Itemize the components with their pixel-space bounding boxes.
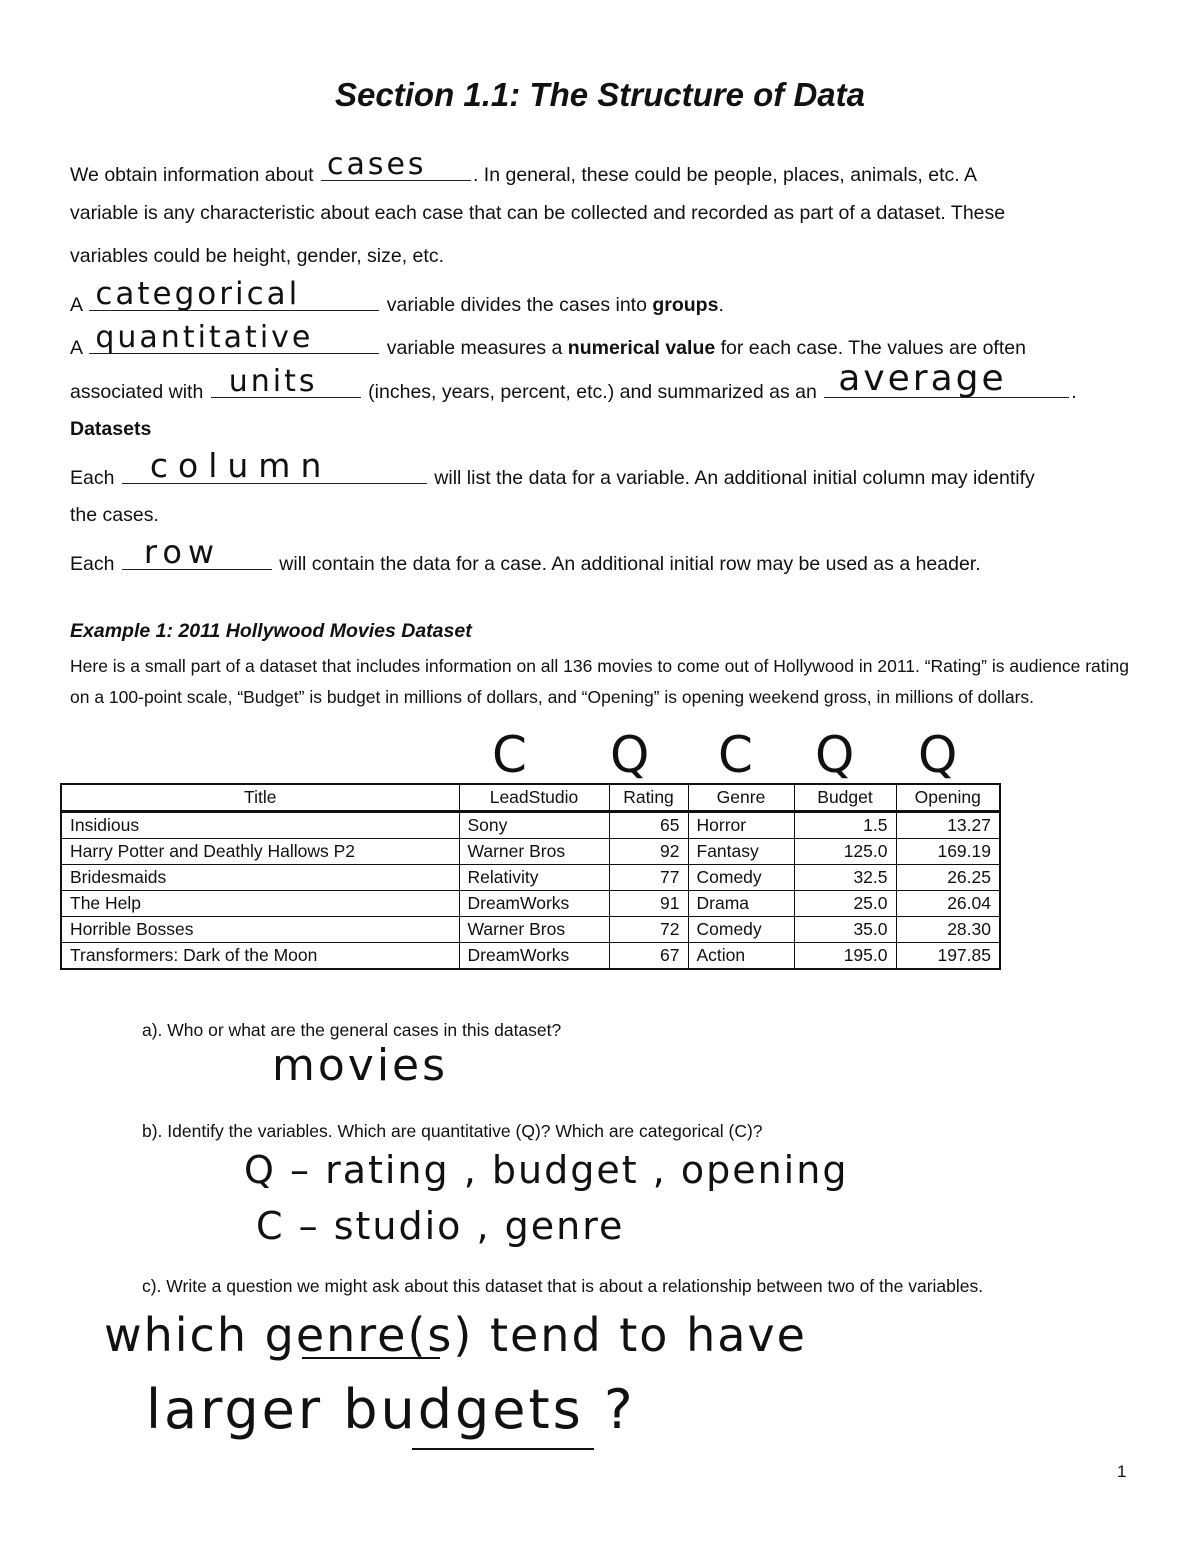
cell-budget: 25.0: [794, 891, 896, 917]
cell-opening: 26.25: [896, 865, 1000, 891]
cell-budget: 195.0: [794, 943, 896, 970]
cell-title: Bridesmaids: [61, 865, 459, 891]
movies-table: [60, 783, 1001, 970]
column-type-marks: [0, 726, 1200, 786]
cell-rating: 72: [609, 917, 688, 943]
groups-bold: groups: [652, 294, 719, 316]
question-b: b). Identify the variables. Which are quantitative (Q)? Which are categorical (C)?: [142, 1121, 763, 1141]
cell-genre: Drama: [688, 891, 794, 917]
cell-leadstudio: DreamWorks: [459, 943, 609, 970]
cell-budget: 125.0: [794, 839, 896, 865]
question-c: c). Write a question we might ask about this dataset that is about a relationship between two of the variables.: [142, 1276, 984, 1296]
units-line: [70, 358, 1077, 404]
cases-blank: [321, 147, 471, 182]
cell-rating: 92: [609, 839, 688, 865]
units-handwriting: units: [228, 364, 318, 399]
column-prefix: Each: [70, 467, 115, 489]
cell-opening: 197.85: [896, 943, 1000, 970]
intro-text-b: . In general, these could be people, places, animals, etc. A: [472, 164, 978, 186]
intro-line-3: variables could be height, gender, size, etc.: [70, 245, 444, 267]
header-budget: Budget: [794, 784, 896, 812]
header-opening: Opening: [896, 784, 1000, 812]
cell-rating: 67: [609, 943, 688, 970]
page-number: 1: [1117, 1462, 1127, 1481]
cell-title: Harry Potter and Deathly Hallows P2: [61, 839, 459, 865]
table-row: [61, 891, 1000, 917]
intro-text-a: We obtain information about: [70, 164, 314, 186]
intro-line-2: variable is any characteristic about each case that can be collected and recorded as part of a dataset. These: [70, 202, 1006, 224]
cell-title: Horrible Bosses: [61, 917, 459, 943]
cell-budget: 1.5: [794, 812, 896, 839]
mark-genre: C: [718, 726, 753, 784]
row-handwriting: row: [143, 533, 221, 571]
cell-rating: 65: [609, 812, 688, 839]
example-title: Example 1: 2011 Hollywood Movies Dataset: [70, 620, 472, 642]
cell-opening: 28.30: [896, 917, 1000, 943]
column-line-continued: the cases.: [70, 504, 159, 526]
quantitative-suffix: variable measures a: [386, 337, 563, 359]
question-a: a). Who or what are the general cases in this dataset?: [142, 1020, 562, 1040]
cases-handwriting: cases: [326, 147, 427, 182]
header-leadstudio: LeadStudio: [459, 784, 609, 812]
cell-rating: 91: [609, 891, 688, 917]
units-blank: [211, 364, 361, 399]
cell-leadstudio: Sony: [459, 812, 609, 839]
cell-genre: Horror: [688, 812, 794, 839]
categorical-blank: [89, 276, 379, 312]
cell-opening: 169.19: [896, 839, 1000, 865]
row-blank: [122, 533, 272, 571]
quantitative-prefix: A: [70, 337, 82, 359]
mark-budget: Q: [815, 726, 855, 784]
answer-c-line-1: which genre(s) tend to have: [104, 1308, 807, 1362]
cell-opening: 26.04: [896, 891, 1000, 917]
table-row: [61, 839, 1000, 865]
column-suffix: will list the data for a variable. An additional initial column may identify: [434, 467, 1035, 489]
cell-title: The Help: [61, 891, 459, 917]
cell-leadstudio: Warner Bros: [459, 917, 609, 943]
mark-leadstudio: C: [492, 726, 527, 784]
mark-opening: Q: [918, 726, 958, 784]
quantitative-blank: [89, 320, 379, 355]
header-genre: Genre: [688, 784, 794, 812]
cell-leadstudio: Relativity: [459, 865, 609, 891]
categorical-end: .: [718, 294, 724, 316]
cell-genre: Comedy: [688, 865, 794, 891]
units-end: .: [1071, 381, 1077, 403]
example-description: Here is a small part of a dataset that includes information on all 136 movies to come out of Hollywood in 2011. “Rating” is audience rating on a 100-point scale, “Budget” is budget in millions of dollars, and “Opening” is opening weekend gross, in millions of dollars.: [70, 656, 1129, 707]
units-middle: (inches, years, percent, etc.) and summarized as an: [368, 381, 817, 403]
cell-leadstudio: Warner Bros: [459, 839, 609, 865]
cell-genre: Action: [688, 943, 794, 970]
column-handwriting: column: [149, 446, 332, 485]
table-row: [61, 865, 1000, 891]
page-title: Section 1.1: The Structure of Data: [335, 76, 865, 113]
categorical-handwriting: categorical: [95, 276, 301, 312]
row-prefix: Each: [70, 553, 115, 575]
average-handwriting: average: [838, 358, 1007, 399]
answer-b-line-1: Q – rating , budget , opening: [244, 1148, 849, 1192]
table-header-row: [61, 784, 1000, 812]
answer-a: movies: [272, 1040, 449, 1091]
quantitative-line: [70, 320, 1026, 360]
quantitative-end: for each case. The values are often: [720, 337, 1026, 359]
numerical-value-bold: numerical value: [567, 337, 716, 359]
average-blank: [824, 358, 1069, 399]
answer-b-line-2: C – studio , genre: [256, 1204, 625, 1248]
intro-line-1: [70, 147, 978, 187]
cell-opening: 13.27: [896, 812, 1000, 839]
cell-title: Transformers: Dark of the Moon: [61, 943, 459, 970]
genre-underline: [302, 1357, 440, 1359]
table-row: [61, 812, 1000, 839]
answer-c-line-2: larger budgets ?: [146, 1378, 636, 1441]
categorical-suffix: variable divides the cases into: [386, 294, 647, 316]
header-rating: Rating: [609, 784, 688, 812]
cell-budget: 32.5: [794, 865, 896, 891]
budgets-underline: [412, 1448, 594, 1450]
header-title: Title: [61, 784, 459, 812]
cell-genre: Comedy: [688, 917, 794, 943]
cell-leadstudio: DreamWorks: [459, 891, 609, 917]
cell-rating: 77: [609, 865, 688, 891]
cell-budget: 35.0: [794, 917, 896, 943]
categorical-prefix: A: [70, 294, 82, 316]
cell-title: Insidious: [61, 812, 459, 839]
table-row: [61, 943, 1000, 970]
column-line: [70, 446, 1035, 490]
datasets-heading: Datasets: [70, 418, 152, 440]
mark-rating: Q: [610, 726, 650, 784]
row-line: [70, 533, 981, 576]
row-suffix: will contain the data for a case. An additional initial row may be used as a header.: [279, 553, 981, 575]
units-prefix: associated with: [70, 381, 204, 403]
quantitative-handwriting: quantitative: [95, 320, 314, 355]
cell-genre: Fantasy: [688, 839, 794, 865]
table-row: [61, 917, 1000, 943]
categorical-line: [70, 276, 724, 317]
column-blank: [122, 446, 427, 485]
